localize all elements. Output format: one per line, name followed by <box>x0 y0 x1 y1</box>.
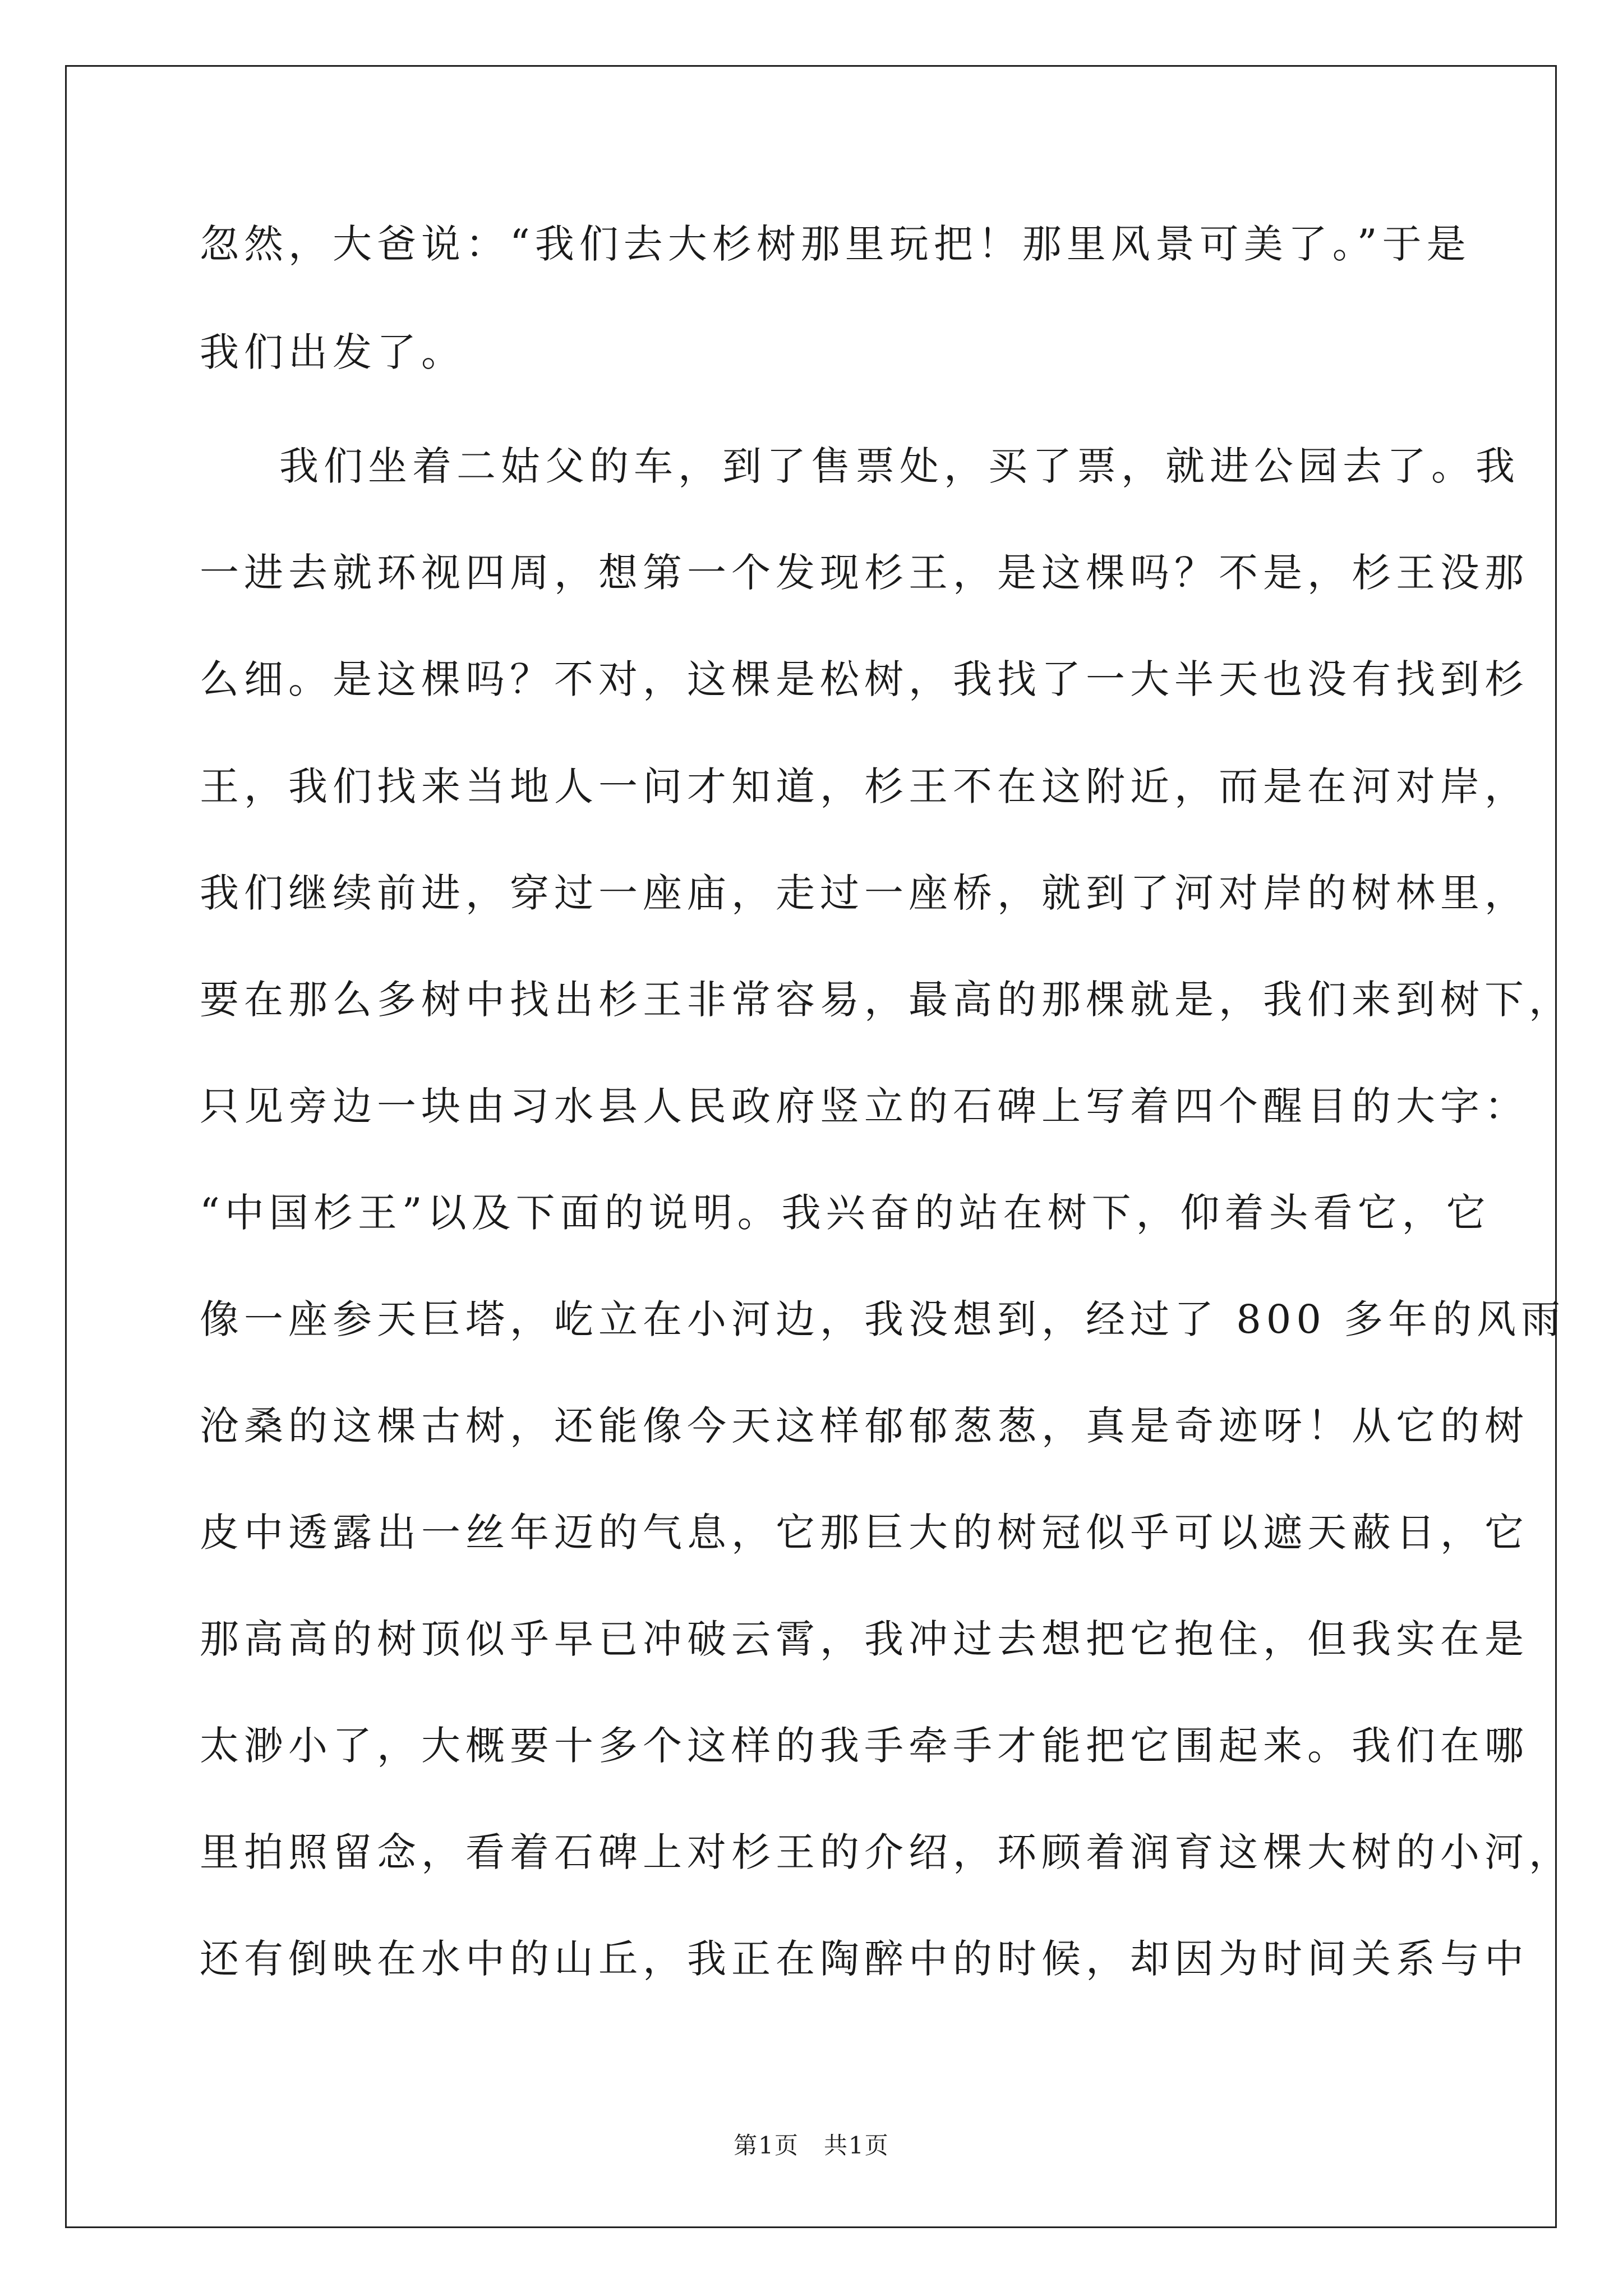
text-line: 太渺小了，大概要十多个这样的我手牵手才能把它围起来。我们在哪 <box>200 1723 1529 1769</box>
text-line: 那高高的树顶似乎早已冲破云霄，我冲过去想把它抱住，但我实在是 <box>200 1616 1529 1662</box>
text-line: 忽然，大爸说：“我们去大杉树那里玩把！那里风景可美了。”于是 <box>200 221 1471 267</box>
text-line: 要在那么多树中找出杉王非常容易，最高的那棵就是，我们来到树下， <box>200 977 1573 1023</box>
text-line: “中国杉王”以及下面的说明。我兴奋的站在树下，仰着头看它，它 <box>200 1190 1491 1236</box>
page-border <box>65 65 1557 2228</box>
text-line: 里拍照留念，看着石碑上对杉王的介绍，环顾着润育这棵大树的小河， <box>200 1829 1573 1875</box>
text-line: 只见旁边一块由习水县人民政府竖立的石碑上写着四个醒目的大字： <box>200 1083 1529 1129</box>
text-line: 还有倒映在水中的山丘，我正在陶醉中的时候，却因为时间关系与中 <box>200 1936 1529 1982</box>
page-number-footer: 第1页 共1页 <box>734 2132 889 2159</box>
text-line: 我们继续前进，穿过一座庙，走过一座桥，就到了河对岸的树林里， <box>200 870 1529 916</box>
text-line: 皮中透露出一丝年迈的气息，它那巨大的树冠似乎可以遮天蔽日，它 <box>200 1510 1529 1556</box>
text-line: 沧桑的这棵古树，还能像今天这样郁郁葱葱，真是奇迹呀！从它的树 <box>200 1403 1529 1449</box>
text-line: 么细。是这棵吗？不对，这棵是松树，我找了一大半天也没有找到杉 <box>200 656 1529 702</box>
text-line: 我们出发了。 <box>200 329 465 375</box>
text-line: 像一座参天巨塔，屹立在小河边，我没想到，经过了 800 多年的风雨 <box>200 1296 1566 1342</box>
text-line: 王，我们找来当地人一问才知道，杉王不在这附近，而是在河对岸， <box>200 763 1529 809</box>
text-line: 一进去就环视四周，想第一个发现杉王，是这棵吗？不是，杉王没那 <box>200 550 1529 596</box>
paragraph-first-line: 我们坐着二姑父的车，到了售票处，买了票，就进公园去了。我 <box>279 443 1520 489</box>
